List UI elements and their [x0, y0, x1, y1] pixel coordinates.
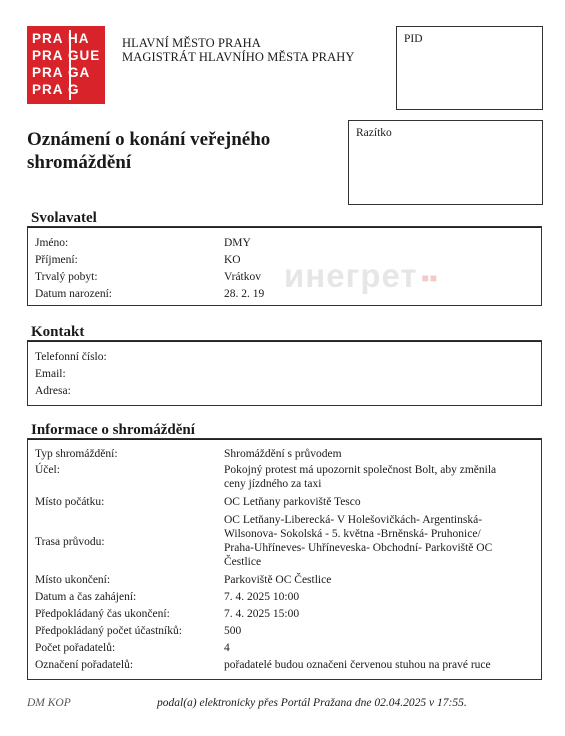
- field-label: Datum a čas zahájení:: [35, 591, 137, 603]
- pid-box: [396, 26, 543, 110]
- field-value: 7. 4. 2025 10:00: [224, 591, 300, 603]
- logo-row-1: PRA HA: [32, 30, 90, 46]
- prague-logo: [27, 26, 105, 104]
- field-label: Datum narození:: [35, 288, 112, 300]
- page-title: Oznámení o konání veřejného shromáždění: [27, 129, 271, 173]
- logo-row-4: PRA G: [32, 81, 80, 97]
- pid-label: PID: [404, 33, 423, 45]
- field-value: pořadatelé budou označeni červenou stuhou na pravé ruce: [224, 659, 491, 671]
- section-title-informace: Informace o shromáždění: [31, 422, 195, 438]
- field-value: KO: [224, 254, 241, 266]
- field-label: Místo ukončení:: [35, 574, 111, 586]
- field-label: Telefonní číslo:: [35, 351, 107, 363]
- org-name-line-2: MAGISTRÁT HLAVNÍHO MĚSTA PRAHY: [122, 50, 355, 64]
- submission-footer: [27, 697, 467, 709]
- field-value: 500: [224, 625, 242, 637]
- field-label: Jméno:: [35, 237, 69, 249]
- field-label: Příjmení:: [35, 254, 78, 266]
- field-value: Shromáždění s průvodem: [224, 448, 342, 460]
- field-label: Označení pořadatelů:: [35, 659, 134, 671]
- logo-row-3: PRA GA: [32, 64, 91, 80]
- stamp-label: Razítko: [356, 127, 392, 139]
- field-value: 4: [224, 642, 230, 654]
- stamp-box: [348, 120, 543, 205]
- field-label: Předpokládaný čas ukončení:: [35, 608, 170, 620]
- section-title-kontakt: Kontakt: [31, 324, 85, 340]
- watermark-dots: ■■: [421, 271, 439, 286]
- field-label: Trvalý pobyt:: [35, 271, 98, 283]
- field-label: Email:: [35, 368, 66, 380]
- field-label: Počet pořadatelů:: [35, 642, 116, 654]
- section-title-svolavatel: Svolavatel: [31, 210, 97, 226]
- field-value: 7. 4. 2025 15:00: [224, 608, 300, 620]
- footer-text: podal(a) elektronicky přes Portál Pražana dne 02.04.2025 v 17:55.: [157, 697, 467, 709]
- field-value: OC Letňany-Liberecká- V Holešovičkách- Argentinská- Wilsonova- Sokolská - 5. května -Brněnská- Pruhonice/ Praha-Uhříneves- Uhříneveska- Obchodní- Parkoviště OC Čestlice: [224, 514, 493, 568]
- field-label: Místo počátku:: [35, 496, 105, 508]
- field-label: Adresa:: [35, 385, 71, 397]
- field-value: 28. 2. 19: [224, 288, 265, 300]
- field-label: Trasa průvodu:: [35, 536, 105, 548]
- watermark: инегрет ■■: [284, 257, 439, 294]
- field-label: Typ shromáždění:: [35, 448, 118, 460]
- field-label: Předpokládaný počet účastníků:: [35, 625, 182, 637]
- field-value: Vrátkov: [224, 271, 261, 283]
- field-value: DMY: [224, 237, 251, 249]
- field-label: Účel:: [35, 464, 60, 476]
- field-value: Pokojný protest má upozornit společnost Bolt, aby změnila ceny jízdného za taxi: [224, 464, 497, 490]
- field-value: Parkoviště OC Čestlice: [224, 574, 332, 586]
- org-name-line-1: HLAVNÍ MĚSTO PRAHA: [122, 36, 261, 50]
- logo-row-2: PRA GUE: [32, 47, 101, 63]
- field-value: OC Letňany parkoviště Tesco: [224, 496, 361, 508]
- footer-name: DM KOP: [27, 697, 71, 709]
